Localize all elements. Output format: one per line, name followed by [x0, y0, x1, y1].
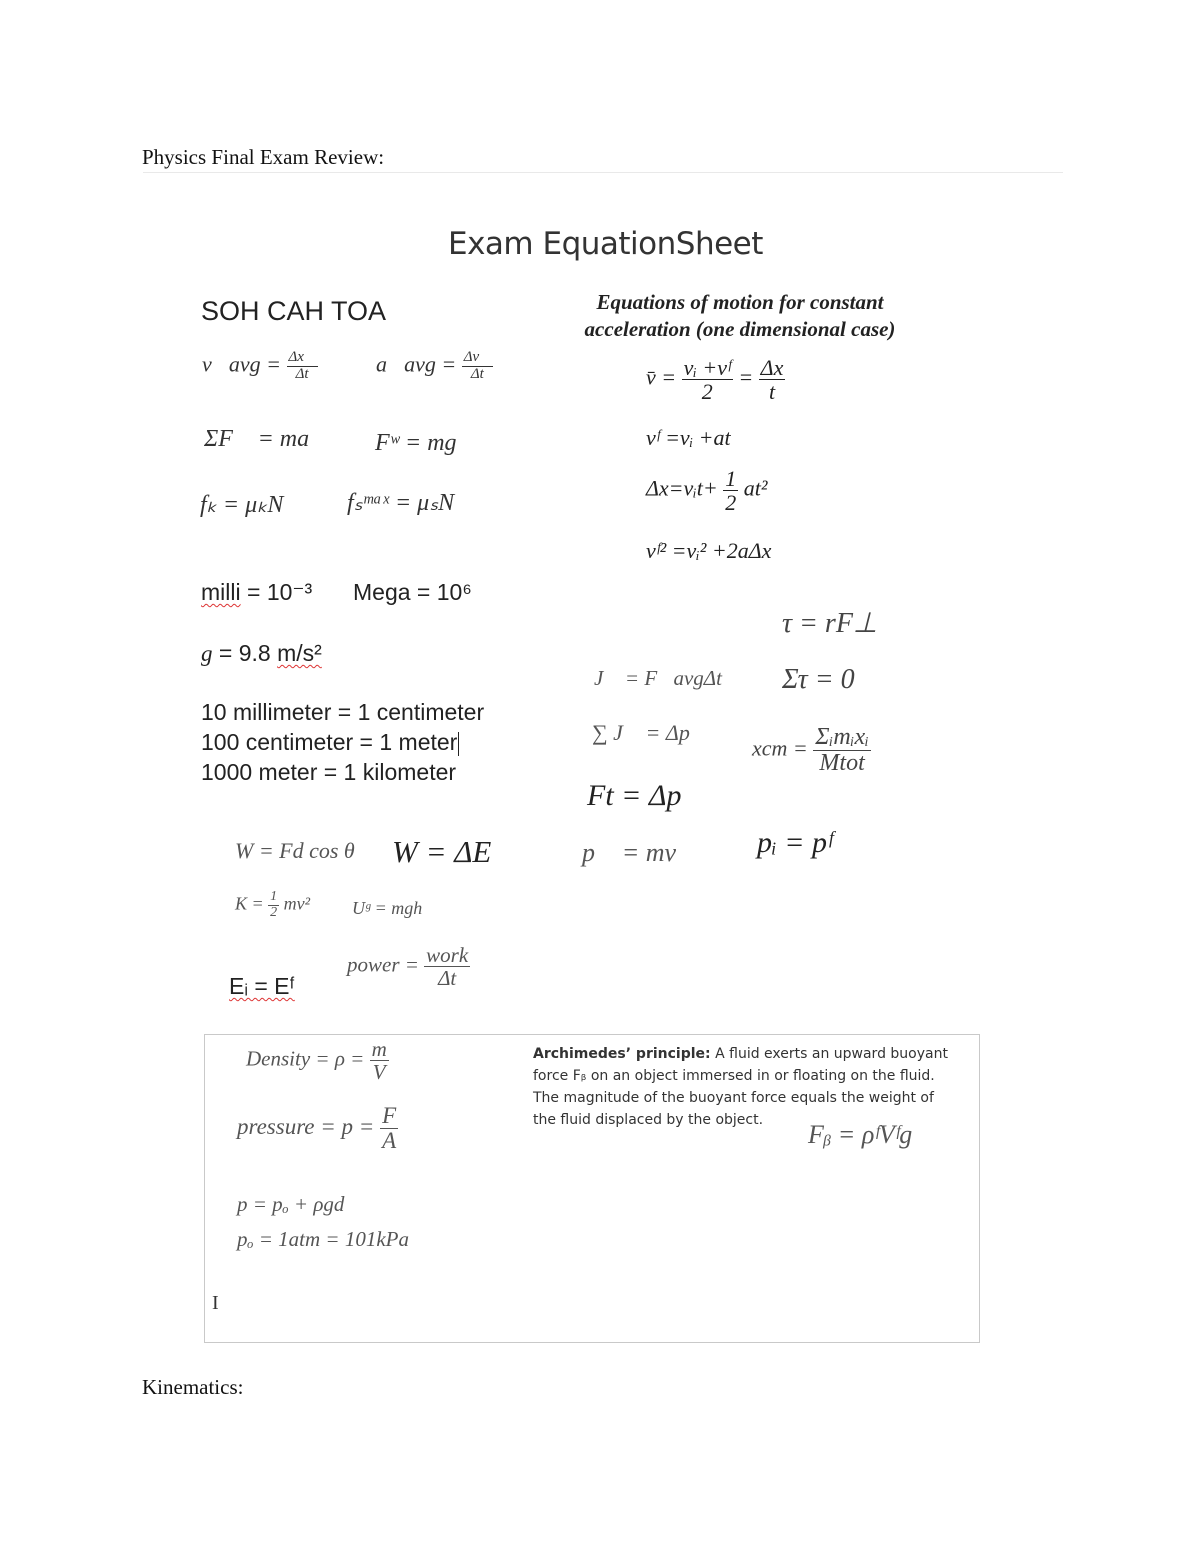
- power-equation: power = $\frac{\text{work}}{\Delta t}$: [347, 943, 469, 991]
- average-velocity-equation: v⃗avg = $\frac{\Delta x⃗}{\Delta t}$: [202, 349, 316, 382]
- potential-energy-equation: Uᵍ = mgh: [352, 898, 423, 918]
- buoyant-force-equation: Fᵦ = ρᶠVᶠg: [808, 1120, 913, 1149]
- weight-equation: Fʷ = mg: [375, 430, 457, 456]
- center-of-mass-equation: xcm = $\frac{\text{Σᵢmᵢxᵢ}}{\text{Mtot}}$: [752, 724, 869, 777]
- mega-prefix: Mega = 10⁶: [353, 579, 472, 605]
- torque-sum-equation: Στ = 0: [782, 664, 855, 695]
- pressure-equation: pressure = p = $\frac{F}{A}$: [237, 1103, 397, 1154]
- motion-equations-title: Equations of motion for constant acceleration (one dimensional case): [584, 290, 896, 341]
- conversion-meter: 1000 meter = 1 kilometer: [201, 759, 457, 785]
- motion-equation-velocity-squared: vᶠ² =vᵢ² +2aΔx: [646, 538, 772, 563]
- kinematics-heading: Kinematics:: [142, 1375, 244, 1399]
- stray-glyph: I: [212, 1292, 219, 1314]
- motion-equation-final-velocity: vᶠ =vᵢ +at: [646, 425, 731, 450]
- impulse-sum-equation: ∑ J⃗ = Δp⃗: [592, 720, 707, 745]
- impulse-momentum-equation: Ft = Δp: [587, 779, 682, 812]
- work-energy-equation: W = ΔE: [392, 834, 492, 869]
- document-title: Physics Final Exam Review:: [142, 145, 385, 169]
- motion-equation-average-velocity: v̄ = $\frac{\text{vᵢ +vᶠ}}{2}$ = $\frac{\Delta x}{t}$: [646, 355, 784, 405]
- header-divider: [143, 172, 1063, 173]
- sheet-title: Exam EquationSheet: [448, 226, 763, 262]
- milli-prefix: milli = 10⁻³: [201, 579, 313, 605]
- static-friction-equation: fₛᵐᵃˣ = μₛN: [347, 490, 455, 516]
- kinetic-friction-equation: fₖ = μₖN: [200, 492, 284, 518]
- trig-mnemonic: SOH CAH TOA: [201, 296, 387, 326]
- energy-conservation-equation: Eᵢ = Eᶠ: [229, 973, 295, 999]
- conversion-millimeter: 10 millimeter = 1 centimeter: [201, 699, 485, 725]
- conversion-centimeter: 100 centimeter = 1 meter: [201, 729, 458, 755]
- density-equation: Density = ρ = $\frac{m}{V}$: [246, 1037, 387, 1085]
- torque-equation: τ = rF⊥: [782, 608, 878, 639]
- impulse-equation: J⃗ = F⃗avgΔt: [594, 666, 722, 690]
- text-cursor: [458, 732, 459, 756]
- pressure-depth-equation: p = pₒ + ρgd: [237, 1192, 345, 1216]
- newton-second-law: ΣF⃗ = ma⃗: [204, 426, 328, 452]
- kinetic-energy-equation: K = $\frac{1}{2}$ mv²: [235, 889, 311, 920]
- atmospheric-pressure-equation: pₒ = 1atm = 101kPa: [237, 1227, 409, 1251]
- archimedes-principle: Archimedes’ principle: A fluid exerts an upward buoyant force Fᵦ on an object immersed in or floating on the fluid. The magnitude of the buoyant force equals the weight of the fluid displaced by the object.: [533, 1046, 948, 1128]
- average-acceleration-equation: a⃗avg = $\frac{\Delta v⃗}{\Delta t}$: [376, 349, 491, 382]
- momentum-conservation-equation: pᵢ = pᶠ: [757, 826, 833, 859]
- motion-equation-displacement: Δx=vᵢt+ $\frac{1}{2}$ at²: [646, 466, 768, 516]
- momentum-equation: p⃗ = mv⃗: [582, 838, 697, 867]
- gravity-constant: g = 9.8 m/s²: [201, 640, 322, 666]
- work-equation: W = Fd cos θ: [235, 838, 355, 863]
